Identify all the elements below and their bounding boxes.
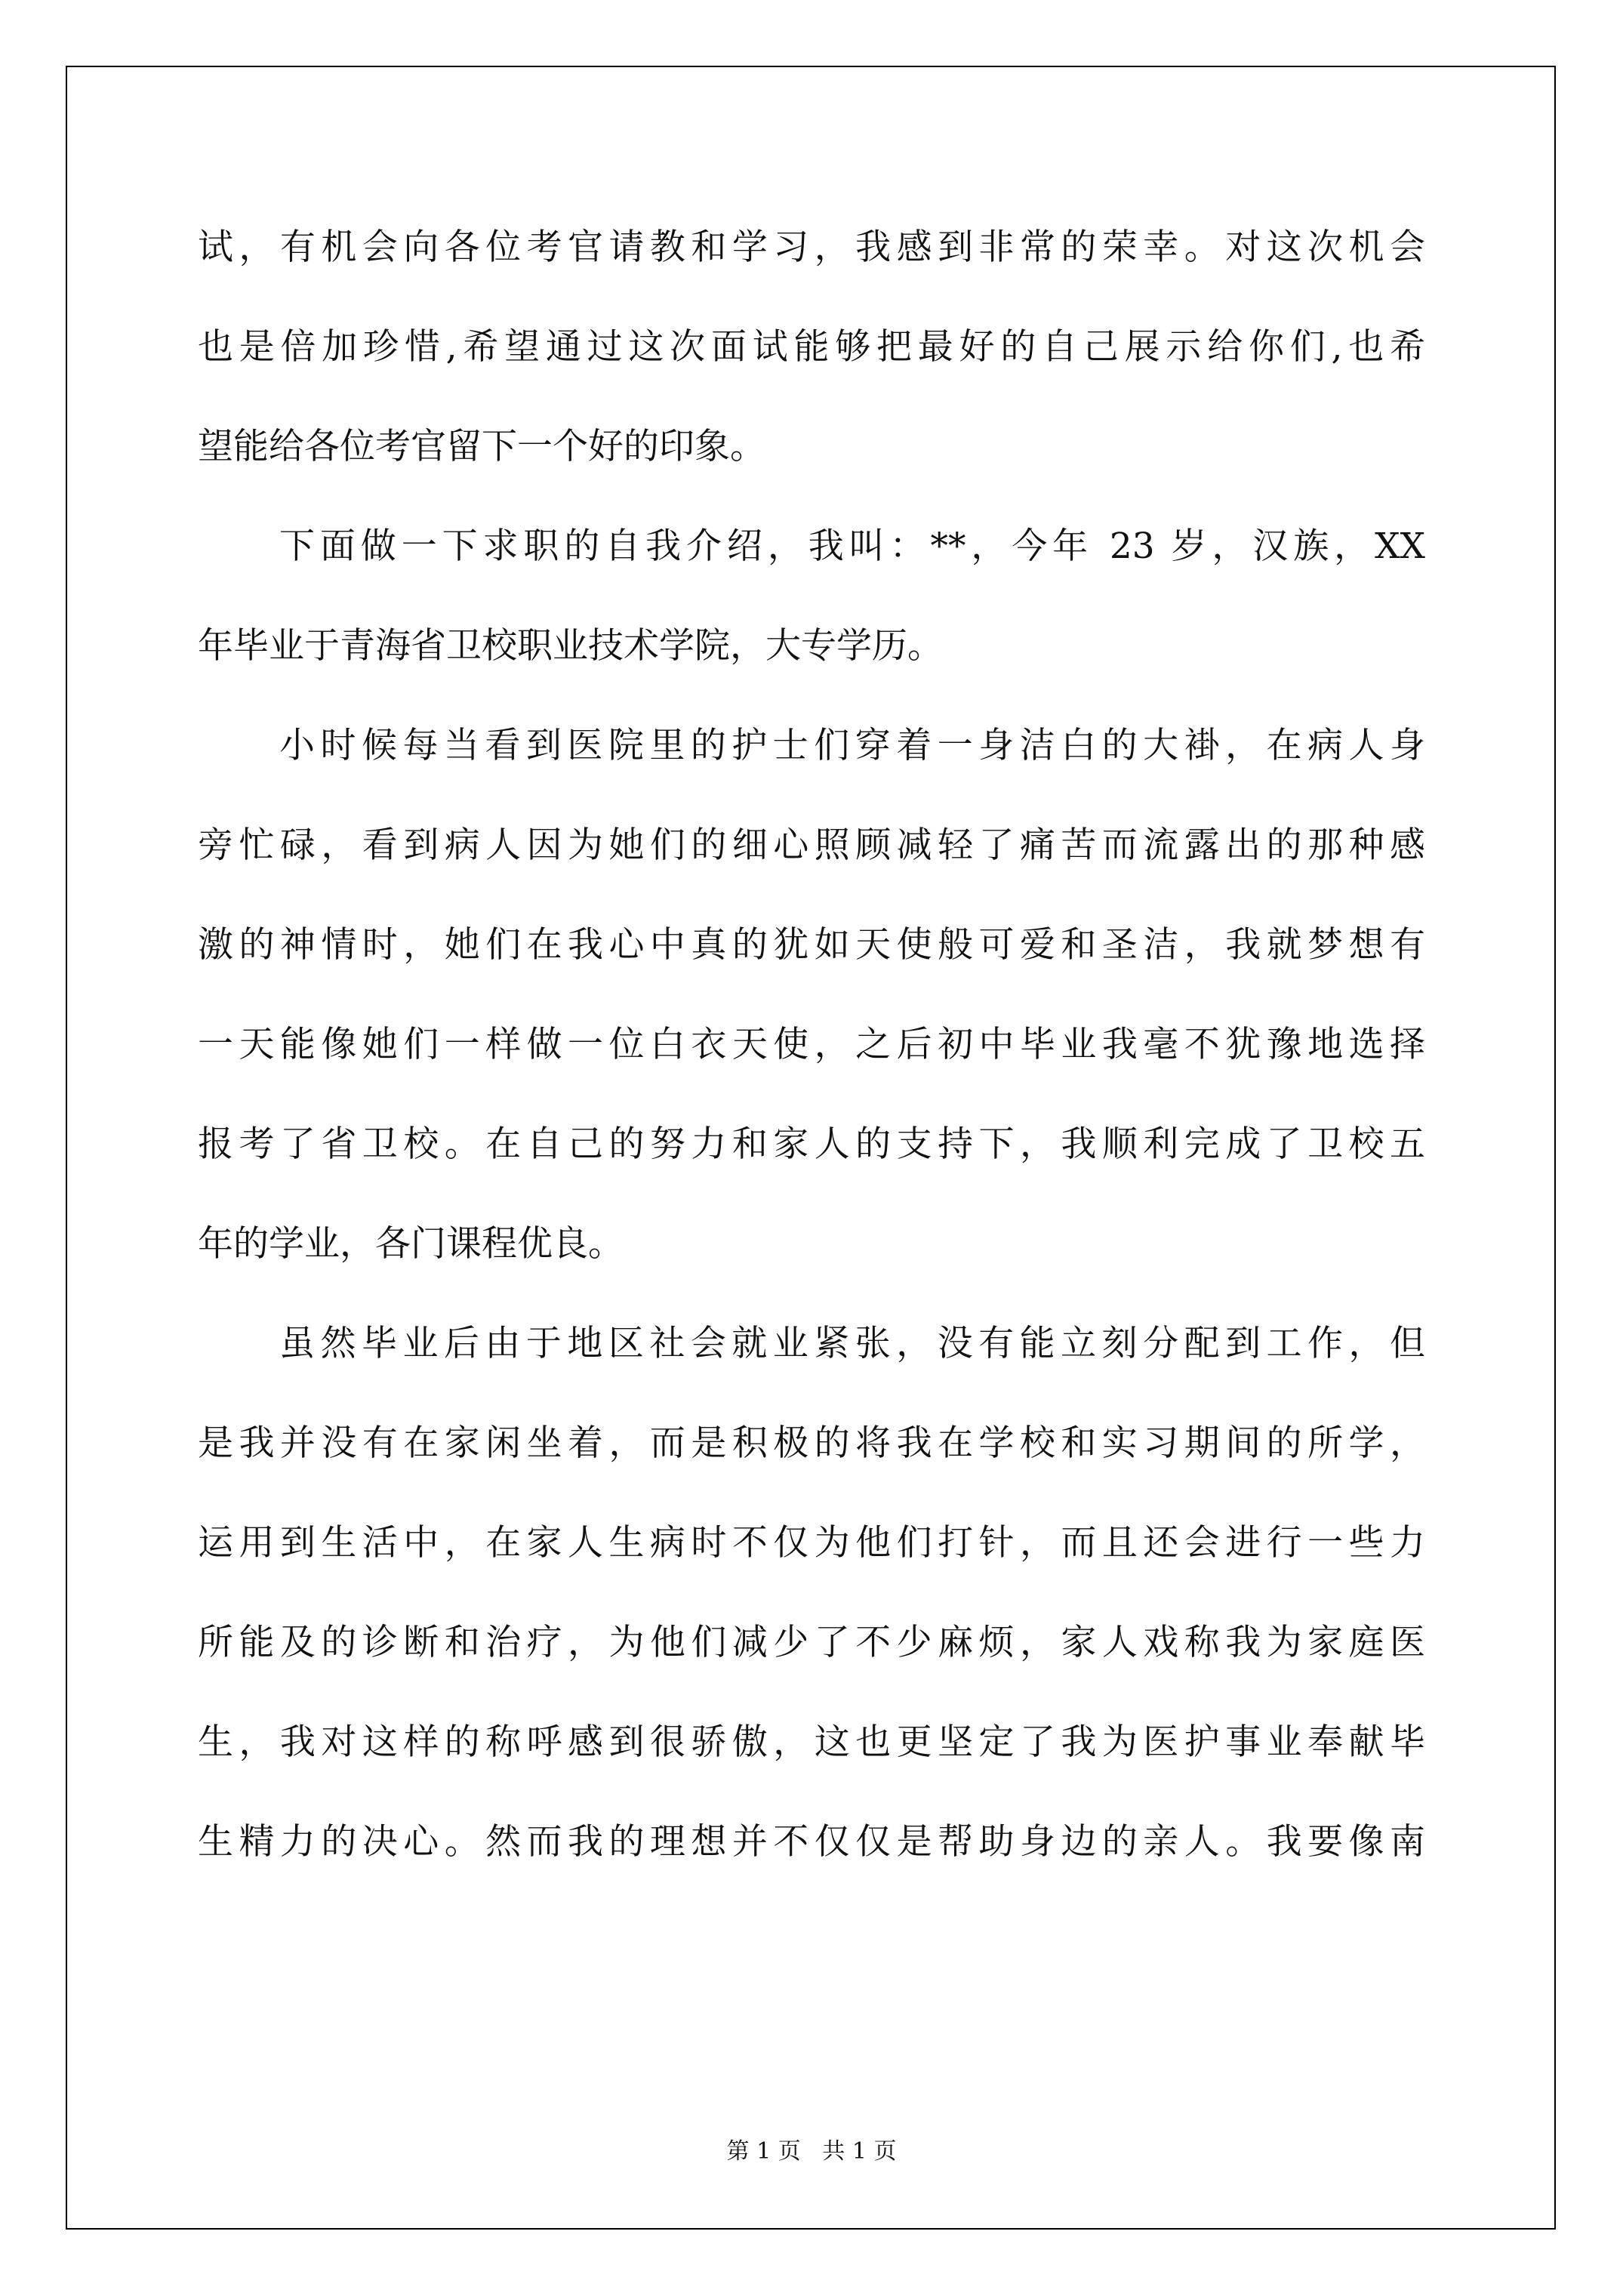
text-line: 虽然毕业后由于地区社会就业紧张，没有能立刻分配到工作，但 (279, 1323, 1425, 1364)
text-line: 生精力的决心。然而我的理想并不仅仅是帮助身边的亲人。我要像南 (198, 1821, 1425, 1863)
text-line: 试，有机会向各位考官请教和学习，我感到非常的荣幸。对这次机会 (198, 227, 1425, 268)
text-line: 一天能像她们一样做一位白衣天使，之后初中毕业我毫不犹豫地选择 (198, 1024, 1425, 1065)
text-line: 是我并没有在家闲坐着，而是积极的将我在学校和实习期间的所学， (198, 1422, 1425, 1464)
text-line: 小时候每当看到医院里的护士们穿着一身洁白的大褂，在病人身 (279, 725, 1425, 766)
paragraph (198, 1294, 1425, 1892)
text-line: 下面做一下求职的自我介绍，我叫：**，今年 23 岁，汉族，XX (279, 525, 1425, 567)
text-line: 望能给各位考官留下一个好的印象。 (198, 426, 765, 467)
text-line: 运用到生活中，在家人生病时不仅为他们打针，而且还会进行一些力 (198, 1522, 1425, 1564)
text-line: 所能及的诊断和治疗，为他们减少了不少麻烦，家人戏称我为家庭医 (198, 1622, 1425, 1663)
text-line: 也是倍加珍惜,希望通过这次面试能够把最好的自己展示给你们,也希 (198, 326, 1425, 368)
paragraph (198, 198, 1425, 497)
text-line: 旁忙碌，看到病人因为她们的细心照顾减轻了痛苦而流露出的那种感 (198, 824, 1425, 866)
paragraph (198, 696, 1425, 1294)
text-line: 生，我对这样的称呼感到很骄傲，这也更坚定了我为医护事业奉献毕 (198, 1721, 1425, 1763)
text-line: 报考了省卫校。在自己的努力和家人的支持下，我顺利完成了卫校五 (198, 1123, 1425, 1165)
text-line: 激的神情时，她们在我心中真的犹如天使般可爱和圣洁，我就梦想有 (198, 924, 1425, 966)
text-line: 年的学业，各门课程优良。 (198, 1223, 624, 1265)
page-footer: 第 1 页 共 1 页 (726, 2138, 897, 2165)
document-body (198, 198, 1425, 1892)
paragraph (198, 497, 1425, 696)
text-line: 年毕业于青海省卫校职业技术学院，大专学历。 (198, 625, 943, 667)
